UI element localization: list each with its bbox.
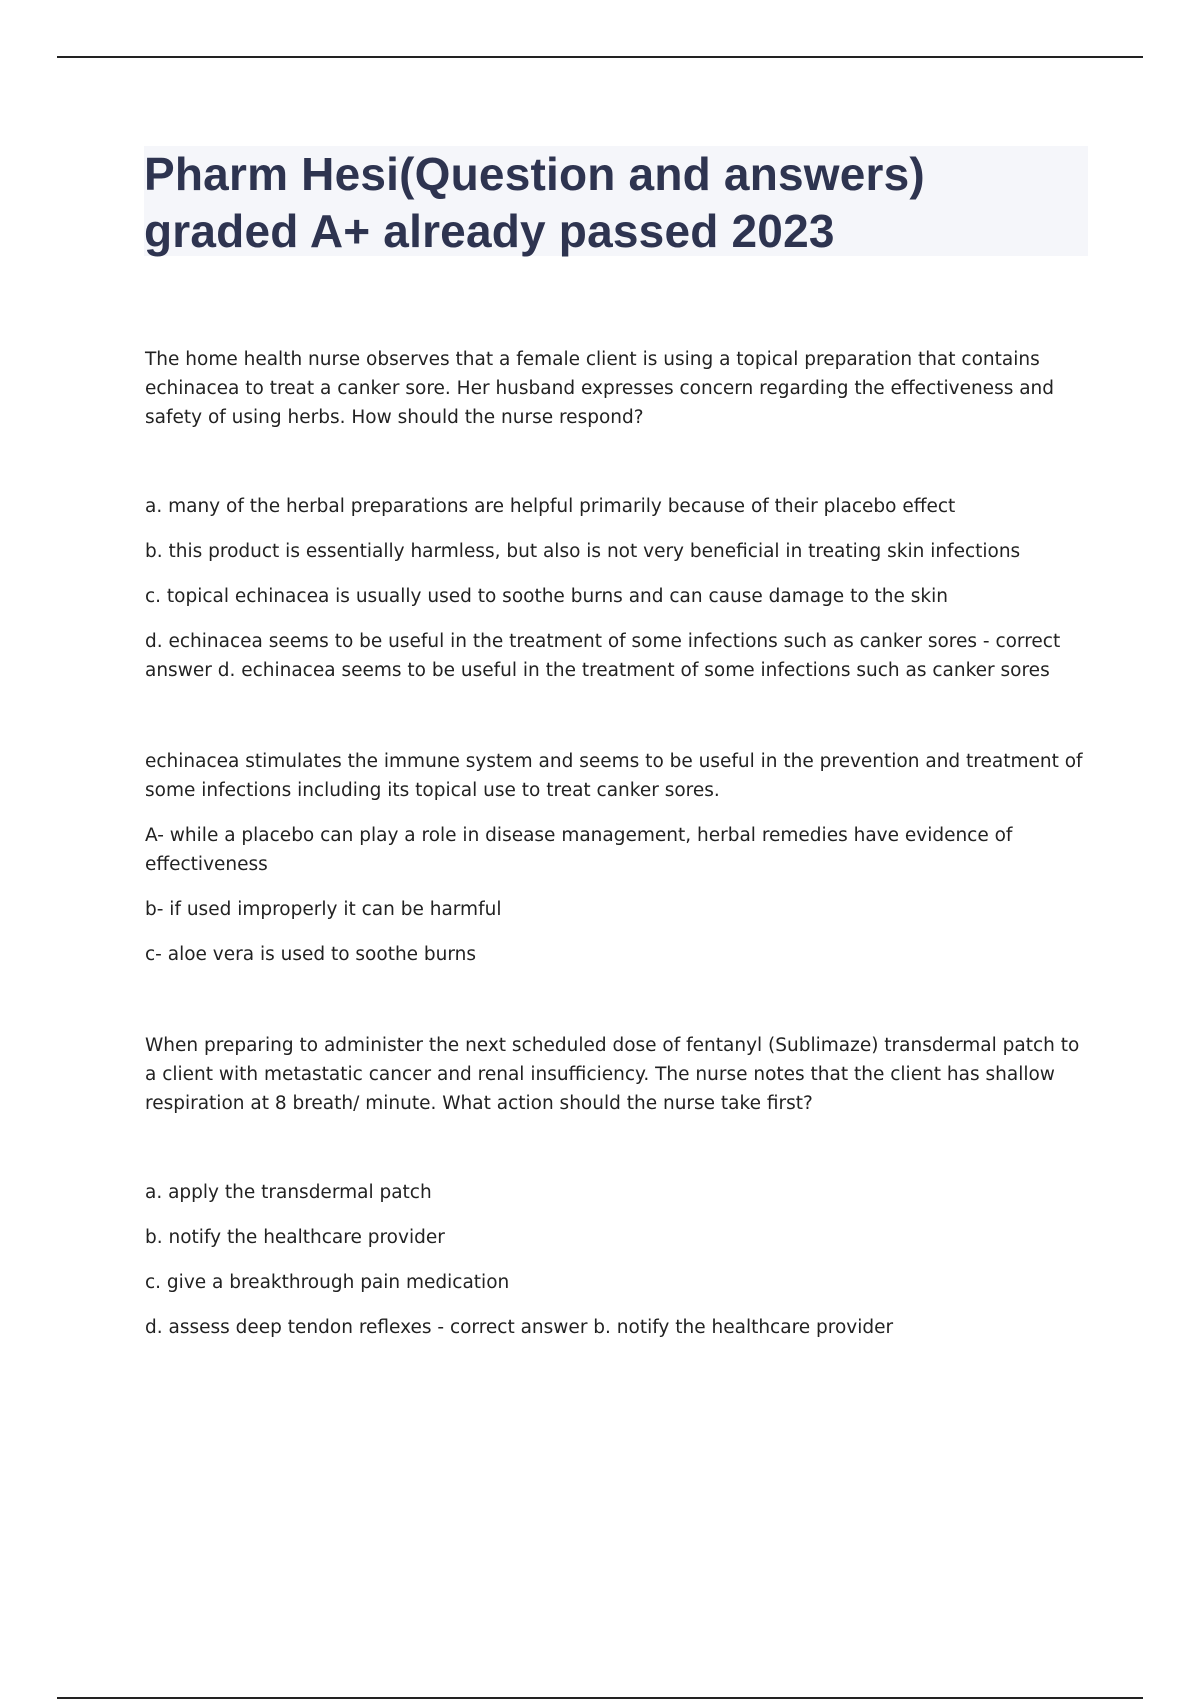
question-2-option-c: c. give a breakthrough pain medication (145, 1272, 510, 1293)
question-1-rationale-a: A- while a placebo can play a role in disease management, herbal remedies have evidence of effectiveness (145, 825, 1013, 875)
question-2-option-a: a. apply the transdermal patch (145, 1182, 432, 1203)
top-rule (57, 56, 1143, 58)
question-2-text: When preparing to administer the next scheduled dose of fentanyl (Sublimaze) transdermal patch to a client with metastatic cancer and renal insufficiency. The nurse notes that the client has shallow respiration at 8 breath/ minute. What action should the nurse take first? (145, 1035, 1080, 1114)
title-line-2: graded A+ already passed 2023 (144, 205, 835, 257)
question-1-rationale: echinacea stimulates the immune system and seems to be useful in the prevention and treatment of some infections including its topical use to treat canker sores. (145, 751, 1083, 801)
bottom-rule (57, 1697, 1143, 1699)
question-1-option-d: d. echinacea seems to be useful in the treatment of some infections such as canker sores - correct answer d. echinacea seems to be useful in the treatment of some infections such as canker sores (145, 631, 1061, 681)
question-1-rationale-b: b- if used improperly it can be harmful (145, 899, 502, 920)
title-line-1: Pharm Hesi(Question and answers) (144, 148, 925, 200)
question-2-option-d: d. assess deep tendon reflexes - correct answer b. notify the healthcare provider (145, 1317, 894, 1338)
question-1-option-b: b. this product is essentially harmless, but also is not very beneficial in treating skin infections (145, 541, 1021, 562)
question-1-option-a: a. many of the herbal preparations are helpful primarily because of their placebo effect (145, 496, 956, 517)
title-banner (144, 146, 1088, 256)
question-1-rationale-c: c- aloe vera is used to soothe burns (145, 944, 477, 965)
question-2-option-b: b. notify the healthcare provider (145, 1227, 445, 1248)
question-1-text: The home health nurse observes that a female client is using a topical preparation that contains echinacea to treat a canker sore. Her husband expresses concern regarding the effectiveness and safety of using herbs. How should the nurse respond? (145, 349, 1055, 428)
question-1-option-c: c. topical echinacea is usually used to soothe burns and can cause damage to the skin (145, 586, 948, 607)
document-title (144, 146, 1088, 260)
document-body (145, 345, 1085, 1358)
